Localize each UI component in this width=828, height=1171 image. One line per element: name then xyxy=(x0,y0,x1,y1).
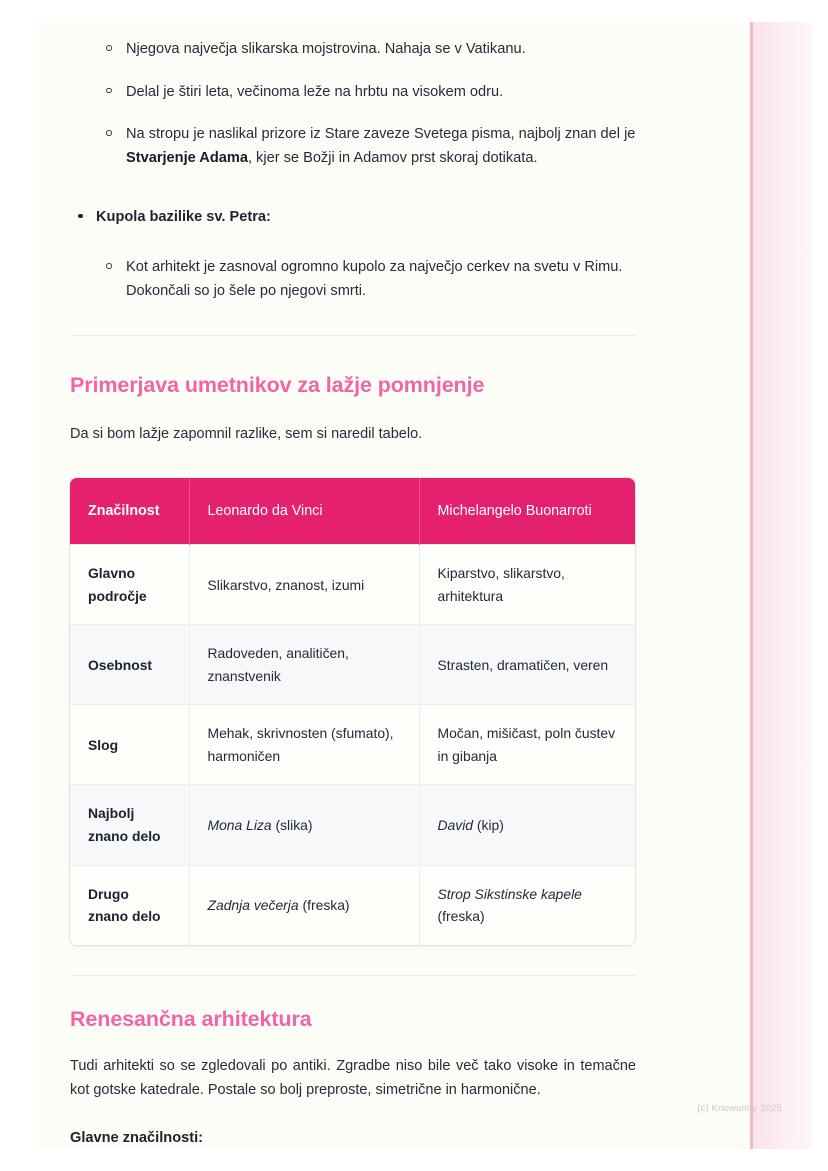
table-row xyxy=(70,865,635,945)
work-title-italic: Zadnja večerja xyxy=(207,896,299,913)
table-cell-feature: Glavno področje xyxy=(70,545,189,625)
circle-bullet-icon xyxy=(106,45,112,51)
circle-bullet-icon xyxy=(106,263,112,269)
table-cell-leonardo: Radoveden, analitičen, znanstvenik xyxy=(189,625,419,705)
comparison-table-wrapper xyxy=(70,478,635,945)
table-cell-feature: Slog xyxy=(70,705,189,785)
work-title-suffix: (slika) xyxy=(271,816,313,833)
list-item-label: Njegova največja slikarska mojstrovina. Nahaja se v Vatikanu. xyxy=(126,41,526,57)
table-cell-feature: Osebnost xyxy=(70,625,189,705)
list-item-label-emphasis: Stvarjenje Adama xyxy=(126,149,248,166)
list-item-label-suffix: , kjer se Božji in Adamov prst skoraj dotikata. xyxy=(247,149,538,166)
list-item xyxy=(70,81,636,105)
circle-bullet-icon xyxy=(106,88,112,94)
table-cell-feature: Drugo znano delo xyxy=(70,865,189,945)
work-title-suffix: (freska) xyxy=(437,908,485,925)
circle-bullet-icon xyxy=(106,130,112,136)
document-content xyxy=(70,0,636,1149)
list-item xyxy=(70,256,636,303)
table-cell-michelangelo: Močan, mišičast, poln čustev in gibanja xyxy=(419,705,635,785)
list-item-label: Delal je štiri leta, večinoma leže na hrbtu na visokem odru. xyxy=(126,83,504,100)
page-title-architecture: Renesančna arhitektura xyxy=(70,1006,312,1031)
table-row xyxy=(70,625,635,705)
table-cell-leonardo xyxy=(189,865,419,945)
dome-heading-label: Kupola bazilike sv. Petra: xyxy=(96,208,271,225)
table-header-cell-michelangelo: Michelangelo Buonarroti xyxy=(419,478,635,545)
comparison-table xyxy=(70,478,635,945)
page-edge-right xyxy=(812,0,828,1171)
table-header-cell-leonardo: Leonardo da Vinci xyxy=(189,478,419,545)
table-header xyxy=(70,478,635,545)
table-cell-leonardo: Slikarstvo, znanost, izumi xyxy=(189,545,419,625)
work-title-suffix: (kip) xyxy=(473,816,504,833)
table-body xyxy=(70,545,635,945)
table-cell-leonardo xyxy=(189,785,419,865)
work-title-italic: Mona Liza xyxy=(207,816,272,833)
table-cell-michelangelo: Kiparstvo, slikarstvo, arhitektura xyxy=(419,545,635,625)
list-item-heading xyxy=(70,206,636,229)
table-row xyxy=(70,785,635,865)
page-right-pink-rule xyxy=(750,22,753,1149)
work-title-suffix: (freska) xyxy=(298,896,350,913)
work-title-italic: David xyxy=(437,816,474,833)
list-item-label-prefix: Na stropu je naslikal prizore iz Stare zaveze Svetega pisma, najbolj znan del je xyxy=(126,126,636,143)
dome-section-list xyxy=(70,206,636,229)
table-header-row xyxy=(70,478,635,545)
list-item-label: Kot arhitekt je zasnoval ogromno kupolo za največjo cerkev na svetu v Rimu. Dokončali so jo šele po njegovi smrti. xyxy=(126,259,623,299)
architecture-paragraph: Tudi arhitekti so se zgledovali po antiki. Zgradbe niso bile več tako visoke in temačne kot gotske katedrale. Postale so bolj preproste, simetrične in harmonične. xyxy=(70,1058,636,1098)
table-cell-michelangelo: Strasten, dramatičen, veren xyxy=(419,625,635,705)
page-title-comparison: Primerjava umetnikov za lažje pomnjenje xyxy=(70,373,485,398)
dot-bullet-icon xyxy=(78,214,83,219)
table-cell-michelangelo xyxy=(419,865,635,945)
list-item xyxy=(70,38,636,62)
table-row xyxy=(70,545,635,625)
table-cell-feature: Najbolj znano delo xyxy=(70,785,189,865)
table-row xyxy=(70,705,635,785)
table-header-cell-feature: Značilnost xyxy=(70,478,189,545)
dome-detail-list xyxy=(70,256,636,303)
watermark-label: (c) Knowunity 2025 xyxy=(697,1103,782,1114)
architecture-features-label: Glavne značilnosti: xyxy=(70,1129,203,1146)
work-title-italic: Strop Sikstinske kapele xyxy=(437,885,582,902)
page-edge-left xyxy=(0,0,34,1171)
page-edge-bottom xyxy=(0,1149,828,1171)
comparison-intro-text: Da si bom lažje zapomnil razlike, sem si naredil tabelo. xyxy=(70,426,423,443)
list-item xyxy=(70,123,636,170)
sistine-chapel-sublist xyxy=(70,38,636,171)
table-cell-michelangelo xyxy=(419,785,635,865)
table-cell-leonardo: Mehak, skrivnosten (sfumato), harmoničen xyxy=(189,705,419,785)
